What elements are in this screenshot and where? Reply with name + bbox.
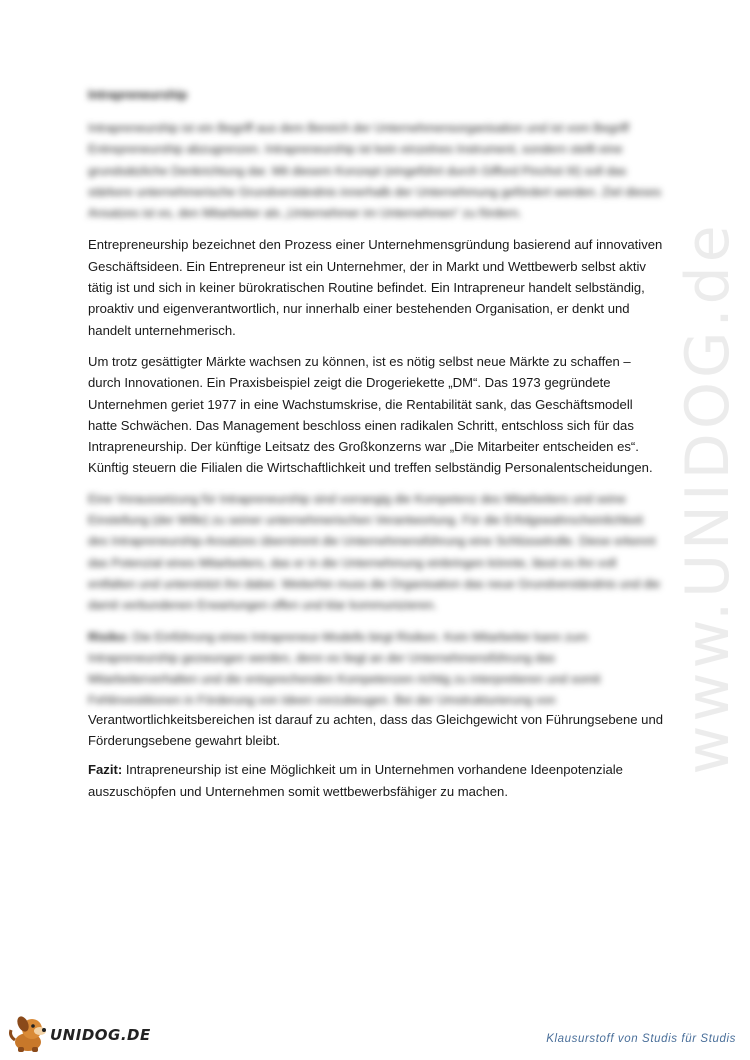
risks-label: Risiko: <box>88 629 130 644</box>
fazit-label: Fazit: <box>88 762 123 778</box>
document-body <box>88 88 663 812</box>
paragraph-risks <box>88 627 663 752</box>
watermark-text: www.UNIDOG.de <box>673 221 743 775</box>
footer-tagline: Klausurstoff von Studis für Studis <box>546 1033 736 1045</box>
watermark <box>648 221 750 775</box>
fazit-text: Intrapreneurship ist eine Möglichkeit um in Unternehmen vorhandene Ideenpotenziale auszuschöpfen und Unternehmen somit wettbewerbsfähiger zu machen. <box>88 762 623 799</box>
risks-blurred <box>88 627 663 712</box>
risks-visible-text: Verantwortlichkeitsbereichen ist darauf zu achten, dass das Gleichgewicht von Führungsebene und Förderungsebene gewahrt bleibt. <box>88 711 664 749</box>
document-title: Intrapreneurship <box>88 88 188 102</box>
unidog-logo <box>6 1014 156 1054</box>
paragraph-fazit <box>88 759 663 802</box>
paragraph-dm-example: Um trotz gesättigter Märkte wachsen zu können, ist es nötig selbst neue Märkte zu schaffen – durch Innovationen. Ein Praxisbeispiel zeigt die Drogeriekette „DM“. Das 1973 gegründete Unternehmen geriet 1977 in eine Wachstumskrise, die Rentabilität sank, das Geschäftsmodell hatte Schwächen. Das Management beschloss einen radikalen Schritt, entschloss sich für das Intrapreneurship. Der künftige Leitsatz des Großkonzerns war „Die Mitarbeiter entscheiden es“. Künftig steuern die Filialen die Wirtschaftlichkeit und treffen selbständig Personalentscheidungen. <box>88 353 653 476</box>
paragraph-requirements: Eine Voraussetzung für Intrapreneurship sind vorrangig die Kompetenz des Mitarbeiters und seine Einstellung (der Wille) zu seiner unternehmerischen Verantwortung. Für die Erfolgswahrscheinlichkeit des Intrapreneurship-Ansatzes übernimmt die Unternehmensführung eine Schlüsselrolle. Diese erkennt das Potenzial eines Mitarbeiters, das er in die Unternehmung einbringen könnte, lässt es ihn voll entfalten und unterstützt ihn dabei. Weiterhin muss die Organisation das neue Grundverständnis und die damit verbundenen Erwartungen offen und klar kommunizieren. <box>88 491 661 613</box>
paragraph-intro: Intrapreneurship ist ein Begriff aus dem Bereich der Unternehmensorganisation und ist vom Begriff Entrepreneurship abzugrenzen. Intrapreneurship ist kein einzelnes Instrument, sondern stellt eine grundsätzliche Denkrichtung dar. Mit diesem Konzept (eingeführt durch Gifford Pinchot III) soll das stärkere unternehmerische Grundverständnis innerhalb der Unternehmung gefördert werden. Ziel dieses Ansatzes ist es, den Mitarbeiter als „Unternehmer im Unternehmen“ zu fördern. <box>88 121 662 221</box>
logo-text: UNIDOG.DE <box>50 1026 151 1044</box>
risks-text: Die Einführung eines Intrapreneur-Modells birgt Risiken. Kein Mitarbeiter kann zum Intrapreneurship gezwungen werden, denn es liegt an der Unternehmensführung das Mitarbeiterverhalten und die entsprechenden Kompetenzen richtig zu interpretieren und somit Fehlinvestitionen in Förderung von Ideen vorzubeugen. Bei der Umstrukturierung von <box>88 629 601 708</box>
paragraph-entrepreneurship: Entrepreneurship bezeichnet den Prozess einer Unternehmensgründung basierend auf innovativen Geschäftsideen. Ein Entrepreneur ist ein Unternehmer, der in Markt und Wettbewerb selbst aktiv tätig ist und sich in keiner bürokratischen Routine befindet. Ein Intrapreneur handelt selbständig, proaktiv und eigenverantwortlich, nur innerhalb einer bestehenden Organisation, er denkt und handelt unternehmerisch. <box>88 237 663 338</box>
dog-mascot-icon <box>6 1014 54 1054</box>
